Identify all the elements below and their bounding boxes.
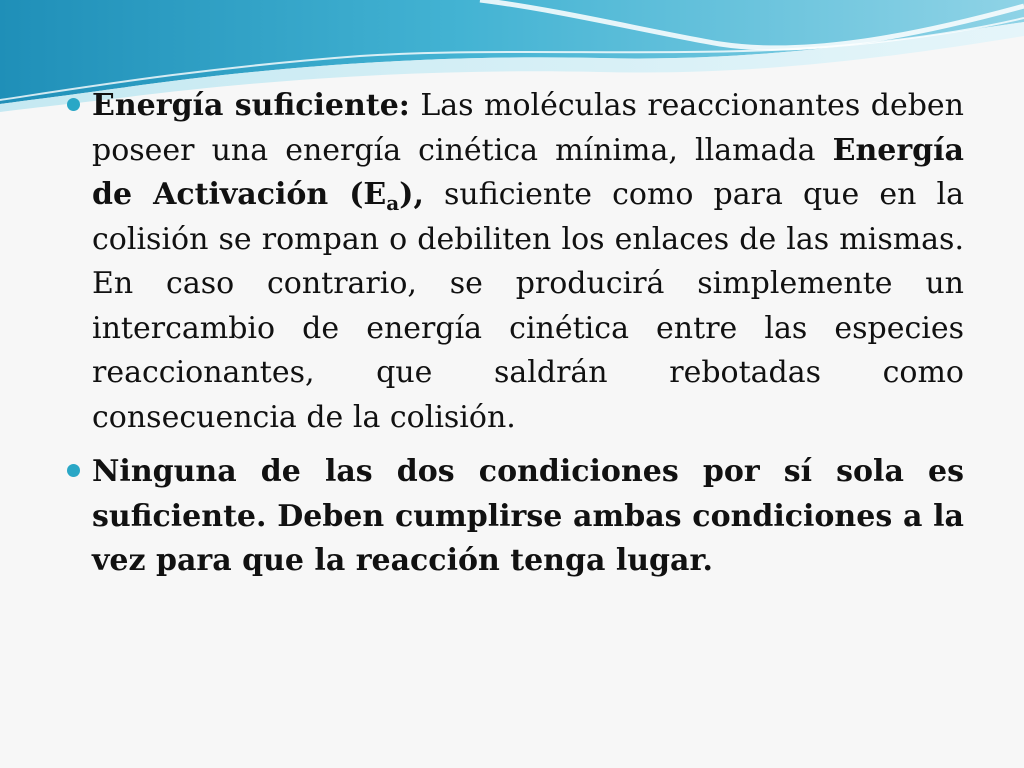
bullet-ninguna-condicion (62, 450, 964, 584)
bullet-text-continued: suficiente como para que en la colisión se rompan o debiliten los enlaces de las mismas. En caso contrario, se producirá simplemente un intercambio de energía cinética entre las especies reaccionantes, que saldrán rebotadas como consecuencia de la colisión. (92, 177, 964, 435)
bullet-text: Ninguna de las dos condiciones por sí sola es suficiente. Deben cumplirse ambas condiciones a la vez para que la reacción tenga lugar. (92, 454, 964, 578)
bullet-list (62, 84, 964, 584)
activation-energy-close: ), (399, 177, 424, 212)
bullet-energia-suficiente (62, 84, 964, 440)
activation-energy-subscript: a (386, 191, 400, 215)
bullet-point-icon (67, 464, 80, 477)
bullet-point-icon (67, 98, 80, 111)
activation-energy-term: Energía de Activación (E (92, 132, 964, 212)
bullet-term: Energía suficiente: (92, 88, 410, 123)
bullet-text: Las moléculas reaccionantes deben poseer una energía cinética mínima, llamada (92, 88, 964, 168)
